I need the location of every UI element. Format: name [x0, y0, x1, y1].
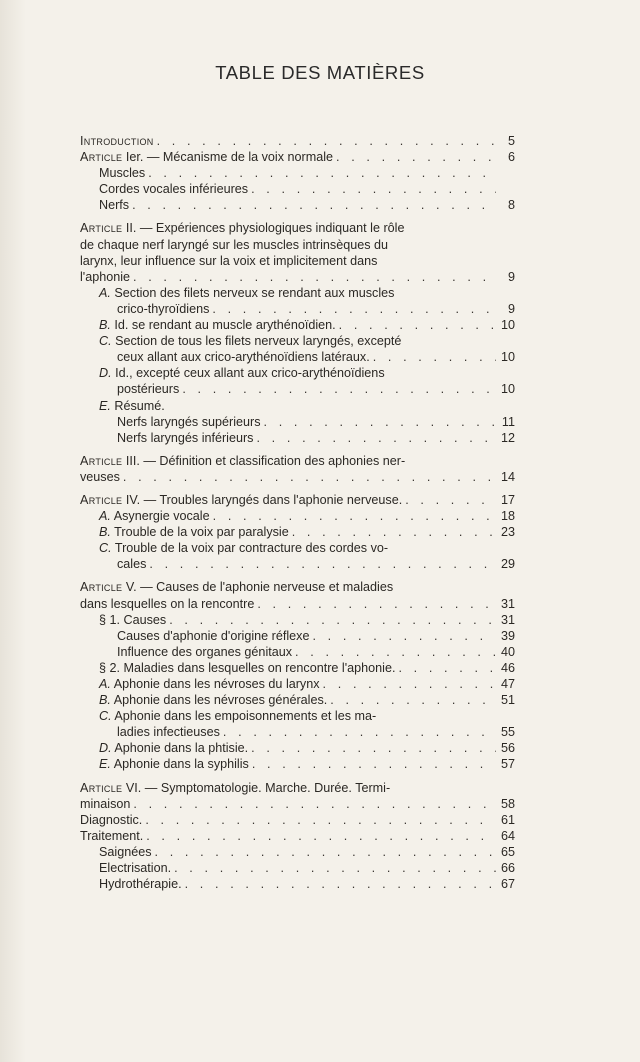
page-number: 12 [500, 430, 515, 445]
dot-leader [133, 269, 496, 285]
toc-line-text [117, 644, 292, 660]
dot-leader [256, 430, 496, 446]
page-number: 17 [500, 492, 515, 507]
toc-line-text [99, 612, 166, 628]
toc-entry [80, 876, 515, 892]
section-letter: D. [99, 366, 112, 381]
dot-leader [174, 860, 496, 876]
dot-leader [132, 197, 496, 213]
page-number: 40 [500, 644, 515, 659]
toc-title: Hydrothérapie. [99, 877, 182, 892]
toc-line-text [80, 469, 120, 485]
toc-line-text [99, 317, 336, 333]
toc-entry [80, 317, 515, 333]
toc-line-text [99, 197, 129, 213]
toc-line [80, 612, 515, 628]
toc-title: Résumé. [110, 398, 165, 413]
dot-leader [148, 165, 496, 181]
toc-title: Diagnostic. [80, 812, 143, 827]
toc-entry [80, 644, 515, 660]
page-number: 29 [500, 557, 515, 572]
toc-title: IV. — Troubles laryngés dans l'aphonie nerveuse. [122, 492, 403, 507]
toc-line [80, 579, 515, 595]
toc-title: Aphonie dans les névroses du larynx [110, 677, 320, 691]
toc-title: Ier. — Mécanisme de la voix normale [122, 150, 334, 165]
toc-line-text [117, 724, 220, 740]
toc-line-text [117, 628, 309, 644]
toc-entry [80, 828, 515, 844]
toc-line-text [80, 492, 402, 508]
dot-leader [330, 692, 496, 708]
toc-line [80, 724, 515, 740]
page-number: 10 [500, 382, 515, 397]
toc-line [80, 349, 515, 365]
toc-entry [80, 285, 515, 317]
toc-line-text [117, 381, 179, 397]
page-number: 31 [500, 612, 515, 627]
article-label: Article [80, 453, 123, 468]
toc-title: ladies infectieuses [117, 725, 220, 740]
toc-entry [80, 333, 515, 365]
dot-leader [212, 301, 496, 317]
toc-entry [80, 612, 515, 628]
page-number: 10 [500, 318, 515, 333]
toc-line-text [99, 740, 248, 756]
toc-entry [80, 628, 515, 644]
toc-title: Nerfs laryngés inférieurs [117, 430, 254, 445]
toc-line-text [99, 756, 249, 772]
page-number: 9 [507, 269, 515, 284]
toc-title: larynx, leur influence sur la voix et implicitement dans [80, 253, 378, 268]
toc-line-text [80, 781, 390, 795]
toc-line [80, 596, 515, 612]
toc-line [80, 317, 515, 333]
section-letter: A. [99, 285, 111, 300]
toc-line-text [99, 524, 289, 540]
page-number: 11 [501, 414, 515, 429]
toc-entry [80, 660, 515, 676]
page-number: 58 [500, 796, 515, 811]
toc-line [80, 508, 515, 524]
toc-line [80, 492, 515, 508]
toc-title: l'aphonie [80, 269, 131, 284]
toc-line [80, 237, 515, 253]
toc-entry [80, 780, 515, 812]
article-label: Article [80, 780, 123, 795]
page-number: 57 [500, 757, 515, 772]
toc-line [80, 269, 515, 285]
page-title: TABLE DES MATIÈRES [215, 62, 425, 83]
dot-leader [149, 556, 496, 572]
dot-leader [264, 414, 497, 430]
dot-leader [405, 492, 496, 508]
toc-line-text [99, 676, 320, 692]
dot-leader [182, 381, 496, 397]
toc-line [80, 828, 515, 844]
section-letter: B. [99, 693, 111, 708]
dot-leader [312, 628, 496, 644]
dot-leader [336, 149, 496, 165]
toc-line [80, 149, 515, 165]
article-label: Article [80, 221, 123, 236]
toc-line [80, 469, 515, 485]
dot-leader [252, 756, 496, 772]
toc-entry [80, 812, 515, 828]
toc-entry [80, 756, 515, 772]
toc-title: V. — Causes de l'aphonie nerveuse et maladies [122, 580, 394, 595]
section-letter: C. [99, 334, 112, 349]
dot-leader [292, 524, 496, 540]
dot-leader [145, 812, 496, 828]
article-label: Article [80, 580, 123, 595]
toc-entry [80, 197, 515, 213]
section-letter: C. [99, 709, 112, 724]
toc-title: Id. se rendant au muscle arythénoïdien. [110, 318, 336, 333]
toc-line-text [99, 508, 210, 524]
toc-title: cales [117, 557, 147, 572]
article-label: Article [80, 150, 123, 165]
dot-leader [295, 644, 496, 660]
toc-title: VI. — Symptomatologie. Marche. Durée. Termi- [122, 780, 391, 795]
section-letter: B. [99, 525, 111, 540]
toc-line [80, 660, 515, 676]
binding-shadow [0, 0, 26, 1062]
table-of-contents [80, 133, 515, 892]
page-number: 8 [507, 198, 515, 213]
page-number: 55 [500, 725, 515, 740]
dot-leader [257, 596, 496, 612]
toc-line [80, 253, 515, 269]
toc-line-text [99, 399, 165, 413]
dot-leader [169, 612, 496, 628]
page-number: 10 [500, 350, 515, 365]
toc-line-text [80, 812, 142, 828]
toc-line [80, 692, 515, 708]
dot-leader [251, 181, 496, 197]
toc-title: Trouble de la voix par paralysie [110, 525, 289, 540]
toc-title: ceux allant aux crico-arythénoïdiens latéraux. [117, 350, 370, 365]
toc-entry [80, 740, 515, 756]
toc-line-text [80, 221, 404, 235]
toc-line-text [80, 454, 405, 468]
toc-line [80, 740, 515, 756]
page-number: 47 [500, 677, 515, 691]
page-number: 66 [500, 861, 515, 876]
toc-title: Causes d'aphonie d'origine réflexe [117, 628, 310, 643]
toc-line-text [80, 796, 130, 812]
toc-line [80, 181, 515, 197]
page-number: 46 [500, 660, 515, 675]
dot-leader [157, 133, 496, 149]
article-label: Article [80, 492, 123, 507]
toc-line [80, 220, 515, 236]
page-number: 65 [500, 844, 515, 859]
toc-title: Aphonie dans la phtisie. [111, 741, 249, 756]
toc-title: dans lesquelles on la rencontre [80, 596, 255, 611]
dot-leader [146, 828, 496, 844]
toc-line [80, 414, 515, 430]
dot-leader [323, 676, 496, 692]
toc-line [80, 876, 515, 892]
toc-line-text [80, 133, 154, 149]
toc-entry [80, 181, 515, 197]
page-number: 51 [500, 693, 515, 708]
toc-entry [80, 165, 515, 181]
toc-title: Aphonie dans les névroses générales. [110, 693, 328, 708]
page-number: 23 [500, 525, 515, 540]
page-number: 64 [500, 828, 515, 843]
page-number: 61 [500, 812, 515, 827]
toc-entry [80, 860, 515, 876]
dot-leader [133, 796, 496, 812]
toc-entry [80, 692, 515, 708]
dot-leader [155, 844, 496, 860]
toc-entry [80, 149, 515, 165]
toc-entry [80, 708, 515, 740]
page-number: 9 [507, 301, 515, 316]
toc-title: Section de tous les filets nerveux laryngés, excepté [111, 334, 402, 349]
toc-line [80, 453, 515, 469]
section-letter: E. [99, 398, 111, 413]
toc-line-text [99, 876, 182, 892]
toc-title: Nerfs [99, 198, 130, 213]
toc-line [80, 860, 515, 876]
toc-entry [80, 365, 515, 397]
toc-line-text [99, 860, 171, 876]
toc-entry [80, 540, 515, 572]
toc-line [80, 430, 515, 446]
toc-line-text [99, 334, 401, 348]
toc-entry [80, 508, 515, 524]
section-letter: C. [99, 541, 112, 556]
toc-line [80, 381, 515, 397]
toc-title: Section des filets nerveux se rendant aux muscles [110, 285, 395, 300]
toc-line [80, 301, 515, 317]
toc-title: veuses [80, 469, 120, 484]
toc-line-text [99, 181, 248, 197]
dot-leader [223, 724, 496, 740]
toc-line-text [117, 301, 209, 317]
toc-title: Trouble de la voix par contracture des cordes vo- [111, 541, 389, 556]
toc-line [80, 628, 515, 644]
page-number: 6 [507, 150, 515, 165]
toc-title: crico-thyroïdiens [117, 301, 210, 316]
toc-line [80, 365, 515, 381]
toc-line-text [99, 844, 152, 860]
page-number: 5 [507, 134, 515, 148]
section-letter: A. [99, 509, 111, 524]
toc-title: Electrisation. [99, 861, 172, 876]
article-label: Introduction [80, 134, 154, 148]
toc-entry [80, 398, 515, 446]
dot-leader [373, 349, 496, 365]
page-number: 14 [500, 469, 515, 484]
toc-line [80, 133, 515, 149]
toc-title: Id., excepté ceux allant aux crico-arythénoïdiens [111, 366, 385, 381]
toc-line-text [99, 692, 327, 708]
toc-line-text [99, 541, 388, 555]
dot-leader [251, 740, 496, 756]
toc-title: Cordes vocales inférieures [99, 182, 249, 197]
toc-line-text [117, 556, 146, 572]
toc-line [80, 796, 515, 812]
toc-title: § 1. Causes [99, 612, 167, 627]
toc-entry [80, 492, 515, 508]
dot-leader [398, 660, 496, 676]
toc-line [80, 780, 515, 796]
toc-line-text [80, 269, 130, 285]
toc-line-text [80, 238, 388, 252]
toc-entry [80, 220, 515, 284]
toc-line [80, 524, 515, 540]
toc-title: Nerfs laryngés supérieurs [117, 414, 261, 429]
toc-line-text [80, 596, 254, 612]
toc-line-text [99, 165, 145, 181]
toc-line-text [99, 709, 376, 723]
page-number: 67 [500, 877, 515, 892]
toc-line-text [117, 430, 253, 446]
page-number: 56 [500, 741, 515, 756]
section-letter: B. [99, 318, 111, 333]
toc-line [80, 197, 515, 213]
toc-line-text [80, 149, 333, 165]
toc-entry [80, 524, 515, 540]
section-letter: A. [99, 677, 111, 691]
page-number: 39 [500, 628, 515, 643]
toc-entry [80, 453, 515, 485]
toc-title: Influence des organes génitaux [117, 644, 293, 659]
toc-line [80, 165, 515, 181]
toc-title: Traitement. [80, 828, 144, 843]
toc-title: minaison [80, 796, 131, 811]
toc-title: Aphonie dans la syphilis [110, 757, 249, 772]
toc-line-text [99, 366, 385, 380]
toc-line [80, 708, 515, 724]
page-number: 18 [500, 509, 515, 524]
toc-line-text [80, 828, 143, 844]
toc-entry [80, 844, 515, 860]
toc-title: Saignées [99, 844, 152, 859]
toc-line [80, 756, 515, 772]
toc-line-text [80, 254, 377, 268]
toc-line [80, 812, 515, 828]
toc-title: postérieurs [117, 382, 180, 397]
toc-line [80, 676, 515, 692]
toc-line [80, 644, 515, 660]
toc-title: Muscles [99, 166, 146, 181]
toc-line [80, 285, 515, 301]
dot-leader [213, 508, 496, 524]
toc-title: § 2. Maladies dans lesquelles on rencontre l'aphonie. [99, 660, 396, 675]
toc-title: II. — Expériences physiologiques indiquant le rôle [122, 221, 405, 236]
toc-title: III. — Définition et classification des aphonies ner- [122, 453, 406, 468]
toc-line-text [99, 286, 394, 300]
toc-line-text [117, 414, 261, 430]
toc-line-text [117, 349, 370, 365]
toc-line [80, 333, 515, 349]
toc-line [80, 398, 515, 414]
dot-leader [123, 469, 496, 485]
dot-leader [339, 317, 496, 333]
toc-line [80, 556, 515, 572]
section-letter: E. [99, 757, 111, 772]
toc-title: de chaque nerf laryngé sur les muscles intrinsèques du [80, 237, 389, 252]
toc-line [80, 540, 515, 556]
dot-leader [185, 876, 496, 892]
toc-line [80, 844, 515, 860]
page-number: 31 [500, 596, 515, 611]
toc-entry [80, 133, 515, 149]
toc-title: Aphonie dans les empoisonnements et les ma- [111, 709, 377, 724]
toc-title: Asynergie vocale [110, 509, 210, 524]
toc-line-text [80, 580, 393, 594]
section-letter: D. [99, 741, 112, 756]
toc-entry [80, 676, 515, 692]
toc-line-text [99, 660, 395, 676]
toc-entry [80, 579, 515, 611]
